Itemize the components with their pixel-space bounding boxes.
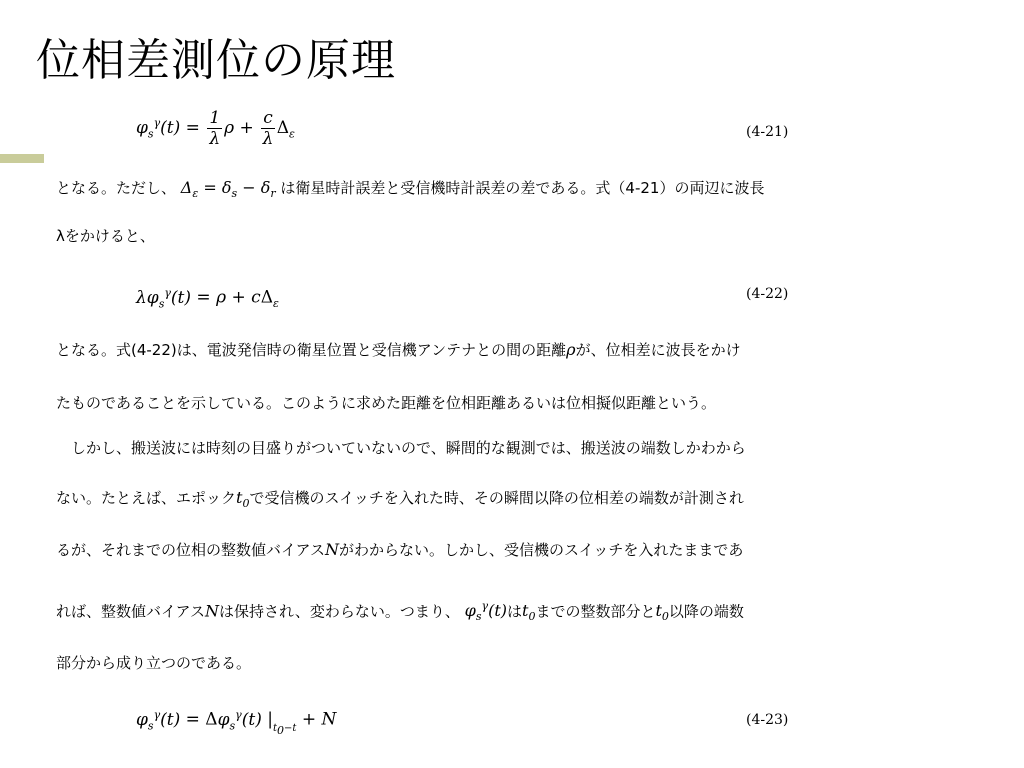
paragraph-3-text-3b: がわからない。しかし、受信機のスイッチを入れたままであ: [338, 541, 744, 559]
clock-error-formula: $\Delta_\varepsilon = \delta_s - \delta_r$: [180, 178, 276, 201]
paragraph-2-text-a: となる。式(4-22)は、電波発信時の衛星位置と受信機アンテナとの間の距離: [56, 341, 567, 359]
paragraph-3-text-4a: れば、整数値バイアス: [56, 602, 205, 621]
paragraph-3-text-3a: るが、それまでの位相の整数値バイアス: [56, 541, 325, 559]
paragraph-2-line-2: たものであることを示している。このように求めた距離を位相距離あるいは位相擬似距離という。: [56, 394, 717, 412]
paragraph-1-line-1: [56, 178, 764, 204]
t0-symbol: $t_0$: [655, 601, 669, 624]
equation-number-4-23: (4-23): [746, 712, 789, 728]
paragraph-3-text-2a: ない。たとえば、エポック: [56, 489, 237, 507]
paragraph-3-text-4c: は: [507, 602, 523, 621]
paragraph-3-line-1: しかし、搬送波には時刻の目盛りがついていないので、瞬間的な観測では、搬送波の端数しかわから: [56, 439, 746, 457]
paragraph-3-line-2: [56, 488, 744, 514]
paragraph-2-line-1: [56, 340, 741, 360]
equation-number-4-21: (4-21): [746, 124, 789, 140]
paragraph-3-line-3: [56, 540, 743, 560]
equation-number-4-22: (4-22): [746, 286, 789, 302]
paragraph-1-text-a: となる。ただし、: [56, 179, 177, 197]
equation-4-22: $\lambda\varphi_s^\gamma(t) = \rho + c\Delta_\varepsilon$: [136, 286, 279, 311]
accent-bar: [0, 154, 44, 163]
n-symbol: N: [204, 601, 219, 621]
equation-4-23: $\varphi_s^\gamma(t) = \Delta\varphi_s^\gamma(t) |_{t_0-t} + N$: [136, 708, 337, 737]
n-symbol: N: [324, 540, 339, 559]
phase-symbol: $\varphi_s^\gamma(t)$: [464, 600, 507, 624]
paragraph-3-text-4b: は保持され、変わらない。つまり、: [218, 602, 460, 621]
t0-symbol: $t_0$: [522, 601, 536, 624]
paragraph-3-text-4e: 以降の端数: [668, 602, 744, 621]
paragraph-3-text-2b: で受信機のスイッチを入れた時、その瞬間以降の位相差の端数が計測され: [249, 489, 744, 507]
t0-symbol: $t_0$: [236, 488, 250, 511]
paragraph-1-text-b: は衛星時計誤差と受信機時計誤差の差である。式（4-21）の両辺に波長: [280, 179, 765, 197]
slide-title: 位相差測位の原理: [36, 35, 396, 86]
paragraph-2-text-b: が、位相差に波長をかけ: [575, 341, 741, 359]
rho-symbol: ρ: [566, 340, 576, 359]
paragraph-3-line-5: 部分から成り立つのである。: [56, 654, 252, 672]
equation-4-21: $\varphi_s^\gamma(t)$ = $\frac{1}{\lambda}$ ρ + $\frac{c}{\lambda}$ $\Delta_\varepsilon$: [136, 108, 295, 149]
paragraph-3-line-4: [56, 597, 744, 628]
paragraph-1-line-2: λをかけると、: [56, 227, 155, 245]
paragraph-3-text-4d: までの整数部分と: [535, 602, 656, 621]
